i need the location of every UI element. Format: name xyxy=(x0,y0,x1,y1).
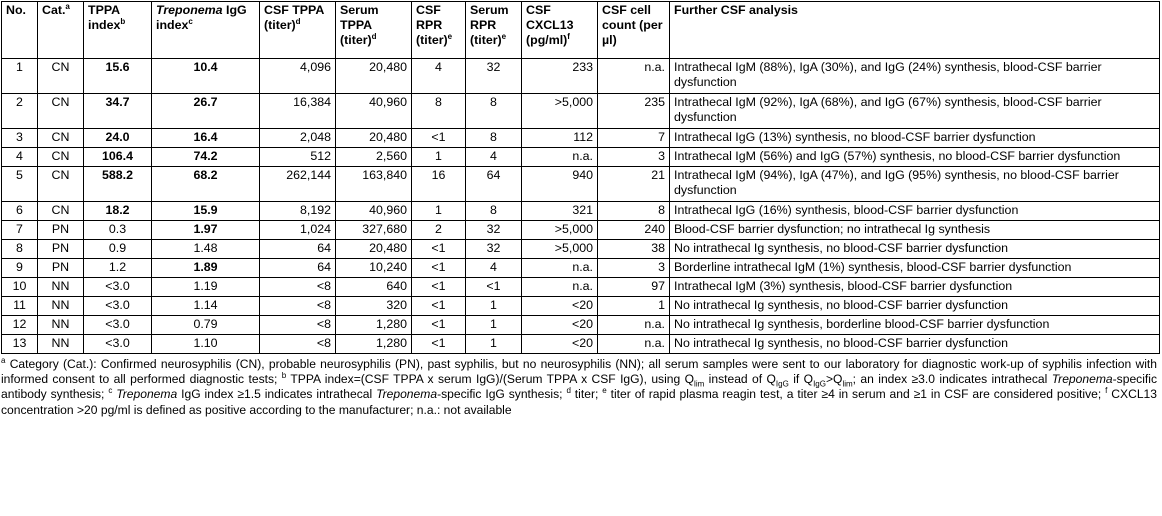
footnote-marker: a xyxy=(65,1,70,11)
cell-cxcl13: 321 xyxy=(522,202,598,221)
cell-category: CN xyxy=(38,167,84,202)
cell-serum-rpr: 8 xyxy=(466,202,522,221)
footnote-segment: c xyxy=(108,386,113,396)
footnote-segment: >Q xyxy=(825,372,843,387)
cell-serum-tppa: 10,240 xyxy=(336,259,412,278)
cell-igg-index: 1.97 xyxy=(152,221,260,240)
table-row xyxy=(2,167,1160,202)
cell-csf-tppa: 8,192 xyxy=(260,202,336,221)
column-header xyxy=(336,2,412,59)
cell-no: 9 xyxy=(2,259,38,278)
column-header-label: Further CSF analysis xyxy=(674,3,798,17)
table-row xyxy=(2,259,1160,278)
table-row xyxy=(2,316,1160,335)
table-header xyxy=(2,2,1160,59)
cell-cxcl13: <20 xyxy=(522,335,598,354)
column-header-label: CSF cell count (per µl) xyxy=(602,3,663,47)
cell-serum-rpr: <1 xyxy=(466,278,522,297)
table-row xyxy=(2,129,1160,148)
cell-no: 13 xyxy=(2,335,38,354)
cell-tppa-index: 15.6 xyxy=(84,59,152,94)
cell-csf-rpr: <1 xyxy=(412,240,466,259)
cell-igg-index: 68.2 xyxy=(152,167,260,202)
cell-serum-rpr: 64 xyxy=(466,167,522,202)
cell-csf-tppa: <8 xyxy=(260,278,336,297)
table-row xyxy=(2,297,1160,316)
cell-no: 1 xyxy=(2,59,38,94)
cell-csf-tppa: 1,024 xyxy=(260,221,336,240)
cell-tppa-index: <3.0 xyxy=(84,297,152,316)
footnote-segment: Treponema xyxy=(1051,372,1113,387)
cell-tppa-index: 1.2 xyxy=(84,259,152,278)
cell-cxcl13: >5,000 xyxy=(522,240,598,259)
cell-serum-rpr: 4 xyxy=(466,148,522,167)
cell-category: PN xyxy=(38,240,84,259)
cell-no: 3 xyxy=(2,129,38,148)
table-body xyxy=(2,59,1160,354)
cell-category: CN xyxy=(38,94,84,129)
cell-serum-tppa: 20,480 xyxy=(336,59,412,94)
cell-cxcl13: 940 xyxy=(522,167,598,202)
cell-further-analysis: Intrathecal IgM (92%), IgA (68%), and IgG (67%) synthesis, blood-CSF barrier dysfunction xyxy=(670,94,1160,129)
footnote-segment: d xyxy=(566,386,571,396)
table-row xyxy=(2,59,1160,94)
cell-cell-count: 235 xyxy=(598,94,670,129)
cell-csf-tppa: 64 xyxy=(260,259,336,278)
cell-cell-count: 38 xyxy=(598,240,670,259)
cell-further-analysis: No intrathecal Ig synthesis, no blood-CSF barrier dysfunction xyxy=(670,240,1160,259)
cell-tppa-index: 0.9 xyxy=(84,240,152,259)
cell-serum-tppa: 40,960 xyxy=(336,202,412,221)
footnote-segment: a xyxy=(1,355,6,365)
column-header-label: Treponema xyxy=(156,3,223,17)
footnote-marker: c xyxy=(188,16,193,26)
cell-cell-count: 8 xyxy=(598,202,670,221)
cell-csf-rpr: <1 xyxy=(412,278,466,297)
table-row xyxy=(2,221,1160,240)
cell-csf-tppa: 16,384 xyxy=(260,94,336,129)
cell-csf-rpr: 1 xyxy=(412,148,466,167)
cell-csf-rpr: <1 xyxy=(412,297,466,316)
column-header xyxy=(38,2,84,59)
cell-cell-count: 240 xyxy=(598,221,670,240)
column-header-label: Serum TPPA (titer) xyxy=(340,3,379,47)
cell-category: CN xyxy=(38,129,84,148)
cell-no: 4 xyxy=(2,148,38,167)
cell-category: NN xyxy=(38,335,84,354)
footnote-segment: lim xyxy=(694,379,705,389)
cell-category: NN xyxy=(38,278,84,297)
footnote-segment: Category (Cat.): Confirmed neurosyphilis (CN), probable neurosyphilis (PN), past syphilis, but no neurosyphilis (NN); all serum samples were sent to our laboratory for diagnostic work-up of syphilis infection with informed consent to all performed diagnostic tests; xyxy=(1,357,1157,387)
cell-serum-rpr: 4 xyxy=(466,259,522,278)
cell-further-analysis: No intrathecal Ig synthesis, no blood-CSF barrier dysfunction xyxy=(670,297,1160,316)
table-row xyxy=(2,94,1160,129)
footnote-marker: e xyxy=(501,31,507,41)
cell-category: CN xyxy=(38,148,84,167)
cell-cell-count: n.a. xyxy=(598,316,670,335)
table-footnote xyxy=(1,357,1157,418)
cell-serum-rpr: 32 xyxy=(466,221,522,240)
column-header-label: CSF RPR (titer) xyxy=(416,3,448,47)
column-header xyxy=(522,2,598,59)
cell-serum-tppa: 2,560 xyxy=(336,148,412,167)
cell-csf-tppa: <8 xyxy=(260,335,336,354)
cell-cell-count: 21 xyxy=(598,167,670,202)
table-row xyxy=(2,335,1160,354)
cell-cell-count: n.a. xyxy=(598,335,670,354)
cell-cell-count: 7 xyxy=(598,129,670,148)
cell-cxcl13: <20 xyxy=(522,316,598,335)
footnote-segment: ; an index ≥3.0 indicates intrathecal xyxy=(852,372,1052,387)
cell-csf-rpr: <1 xyxy=(412,316,466,335)
cell-cell-count: 97 xyxy=(598,278,670,297)
cell-further-analysis: No intrathecal Ig synthesis, no blood-CSF barrier dysfunction xyxy=(670,335,1160,354)
cell-tppa-index: 0.3 xyxy=(84,221,152,240)
footnote-segment: CXCL13 concentration >20 pg/ml is defined as positive according to the manufacturer; n.a.: not available xyxy=(1,387,1158,417)
cell-further-analysis: No intrathecal Ig synthesis, borderline blood-CSF barrier dysfunction xyxy=(670,316,1160,335)
column-header xyxy=(152,2,260,59)
table-row xyxy=(2,202,1160,221)
cell-serum-tppa: 640 xyxy=(336,278,412,297)
cell-category: NN xyxy=(38,316,84,335)
cell-serum-tppa: 1,280 xyxy=(336,335,412,354)
cell-serum-rpr: 32 xyxy=(466,240,522,259)
cell-no: 2 xyxy=(2,94,38,129)
cell-igg-index: 10.4 xyxy=(152,59,260,94)
cell-csf-rpr: <1 xyxy=(412,129,466,148)
table-row xyxy=(2,240,1160,259)
footnote-marker: f xyxy=(567,31,570,41)
footnote-segment: lim xyxy=(842,379,853,389)
cell-tppa-index: 34.7 xyxy=(84,94,152,129)
column-header xyxy=(260,2,336,59)
cell-serum-rpr: 1 xyxy=(466,335,522,354)
cell-no: 5 xyxy=(2,167,38,202)
cell-igg-index: 1.14 xyxy=(152,297,260,316)
footnote-segment: titer of rapid plasma reagin test, a titer ≥4 in serum and ≥1 in CSF are considered positive; xyxy=(606,387,1106,402)
cell-serum-rpr: 8 xyxy=(466,94,522,129)
footnote-segment: e xyxy=(602,386,607,396)
cell-csf-rpr: 8 xyxy=(412,94,466,129)
cell-cell-count: n.a. xyxy=(598,59,670,94)
table-container xyxy=(1,1,1159,418)
column-header xyxy=(670,2,1160,59)
column-header-label: CSF TPPA (titer) xyxy=(264,3,324,32)
footnote-segment: -specific antibody synthesis; xyxy=(1,372,1157,402)
cell-tppa-index: 106.4 xyxy=(84,148,152,167)
cell-csf-rpr: 16 xyxy=(412,167,466,202)
cell-csf-tppa: <8 xyxy=(260,316,336,335)
footnote-segment: f xyxy=(1105,386,1108,396)
cell-csf-rpr: 1 xyxy=(412,202,466,221)
cell-igg-index: 1.19 xyxy=(152,278,260,297)
column-header-label: Serum RPR (titer) xyxy=(470,3,509,47)
column-header-label: Cat. xyxy=(42,3,66,17)
results-table xyxy=(1,1,1160,354)
footnote-segment: TPPA index=(CSF TPPA x serum IgG)/(Serum TPPA x CSF IgG), using Q xyxy=(286,372,695,387)
cell-category: NN xyxy=(38,297,84,316)
table-row xyxy=(2,148,1160,167)
cell-csf-tppa: <8 xyxy=(260,297,336,316)
cell-csf-tppa: 64 xyxy=(260,240,336,259)
footnote-segment: -specific IgG synthesis; xyxy=(437,387,567,402)
column-header xyxy=(2,2,38,59)
cell-tppa-index: 588.2 xyxy=(84,167,152,202)
cell-no: 7 xyxy=(2,221,38,240)
footnote-segment: titer; xyxy=(570,387,603,402)
column-header-label: CSF CXCL13 (pg/ml) xyxy=(526,3,574,47)
cell-further-analysis: Intrathecal IgG (13%) synthesis, no blood-CSF barrier dysfunction xyxy=(670,129,1160,148)
cell-serum-tppa: 20,480 xyxy=(336,129,412,148)
cell-serum-tppa: 320 xyxy=(336,297,412,316)
cell-serum-tppa: 163,840 xyxy=(336,167,412,202)
cell-no: 11 xyxy=(2,297,38,316)
footnote-segment: IgG xyxy=(813,379,826,389)
cell-cxcl13: 112 xyxy=(522,129,598,148)
cell-tppa-index: 24.0 xyxy=(84,129,152,148)
cell-tppa-index: 18.2 xyxy=(84,202,152,221)
cell-category: CN xyxy=(38,202,84,221)
footnote-marker: b xyxy=(120,16,126,26)
cell-csf-rpr: <1 xyxy=(412,335,466,354)
cell-cell-count: 3 xyxy=(598,259,670,278)
cell-csf-tppa: 4,096 xyxy=(260,59,336,94)
column-header-label-rest: IgG index xyxy=(156,3,247,32)
cell-csf-tppa: 262,144 xyxy=(260,167,336,202)
cell-tppa-index: <3.0 xyxy=(84,316,152,335)
cell-igg-index: 74.2 xyxy=(152,148,260,167)
cell-cell-count: 1 xyxy=(598,297,670,316)
cell-igg-index: 26.7 xyxy=(152,94,260,129)
footnote-segment: IgG xyxy=(775,379,789,389)
cell-category: PN xyxy=(38,259,84,278)
cell-csf-tppa: 512 xyxy=(260,148,336,167)
column-header xyxy=(598,2,670,59)
cell-no: 6 xyxy=(2,202,38,221)
cell-no: 10 xyxy=(2,278,38,297)
cell-igg-index: 1.48 xyxy=(152,240,260,259)
footnote-segment: instead of Q xyxy=(704,372,776,387)
column-header xyxy=(412,2,466,59)
cell-igg-index: 0.79 xyxy=(152,316,260,335)
cell-further-analysis: Blood-CSF barrier dysfunction; no intrathecal Ig synthesis xyxy=(670,221,1160,240)
footnote-marker: d xyxy=(371,31,377,41)
cell-serum-tppa: 1,280 xyxy=(336,316,412,335)
cell-csf-tppa: 2,048 xyxy=(260,129,336,148)
table-row xyxy=(2,278,1160,297)
cell-further-analysis: Borderline intrathecal IgM (1%) synthesis, blood-CSF barrier dysfunction xyxy=(670,259,1160,278)
cell-no: 12 xyxy=(2,316,38,335)
column-header-label: TPPA index xyxy=(88,3,121,32)
cell-serum-rpr: 1 xyxy=(466,316,522,335)
footnote-segment: Treponema xyxy=(376,387,438,402)
cell-further-analysis: Intrathecal IgM (3%) synthesis, blood-CSF barrier dysfunction xyxy=(670,278,1160,297)
footnote-segment: b xyxy=(281,371,287,381)
cell-cxcl13: n.a. xyxy=(522,259,598,278)
cell-serum-tppa: 40,960 xyxy=(336,94,412,129)
header-row xyxy=(2,2,1160,59)
cell-further-analysis: Intrathecal IgM (56%) and IgG (57%) synthesis, no blood-CSF barrier dysfunction xyxy=(670,148,1160,167)
cell-igg-index: 1.10 xyxy=(152,335,260,354)
column-header-label: No. xyxy=(6,3,26,17)
column-header xyxy=(84,2,152,59)
cell-igg-index: 1.89 xyxy=(152,259,260,278)
column-header xyxy=(466,2,522,59)
cell-serum-rpr: 32 xyxy=(466,59,522,94)
cell-no: 8 xyxy=(2,240,38,259)
cell-category: PN xyxy=(38,221,84,240)
cell-category: CN xyxy=(38,59,84,94)
cell-further-analysis: Intrathecal IgM (88%), IgA (30%), and IgG (24%) synthesis, blood-CSF barrier dysfunction xyxy=(670,59,1160,94)
cell-serum-tppa: 20,480 xyxy=(336,240,412,259)
cell-csf-rpr: 2 xyxy=(412,221,466,240)
cell-cxcl13: 233 xyxy=(522,59,598,94)
cell-cxcl13: <20 xyxy=(522,297,598,316)
cell-csf-rpr: 4 xyxy=(412,59,466,94)
cell-tppa-index: <3.0 xyxy=(84,278,152,297)
footnote-marker: e xyxy=(447,31,453,41)
cell-tppa-index: <3.0 xyxy=(84,335,152,354)
cell-igg-index: 16.4 xyxy=(152,129,260,148)
cell-cxcl13: n.a. xyxy=(522,278,598,297)
cell-cxcl13: n.a. xyxy=(522,148,598,167)
footnote-marker: d xyxy=(295,16,301,26)
cell-csf-rpr: <1 xyxy=(412,259,466,278)
cell-cxcl13: >5,000 xyxy=(522,221,598,240)
cell-cxcl13: >5,000 xyxy=(522,94,598,129)
cell-serum-rpr: 8 xyxy=(466,129,522,148)
cell-further-analysis: Intrathecal IgG (16%) synthesis, blood-CSF barrier dysfunction xyxy=(670,202,1160,221)
footnote-segment: if Q xyxy=(788,372,814,387)
cell-serum-rpr: 1 xyxy=(466,297,522,316)
cell-further-analysis: Intrathecal IgM (94%), IgA (47%), and IgG (95%) synthesis, no blood-CSF barrier dysfunction xyxy=(670,167,1160,202)
footnote-segment: Treponema xyxy=(116,387,178,402)
cell-igg-index: 15.9 xyxy=(152,202,260,221)
footnote-segment: IgG index ≥1.5 indicates intrathecal xyxy=(177,387,377,402)
cell-cell-count: 3 xyxy=(598,148,670,167)
cell-serum-tppa: 327,680 xyxy=(336,221,412,240)
